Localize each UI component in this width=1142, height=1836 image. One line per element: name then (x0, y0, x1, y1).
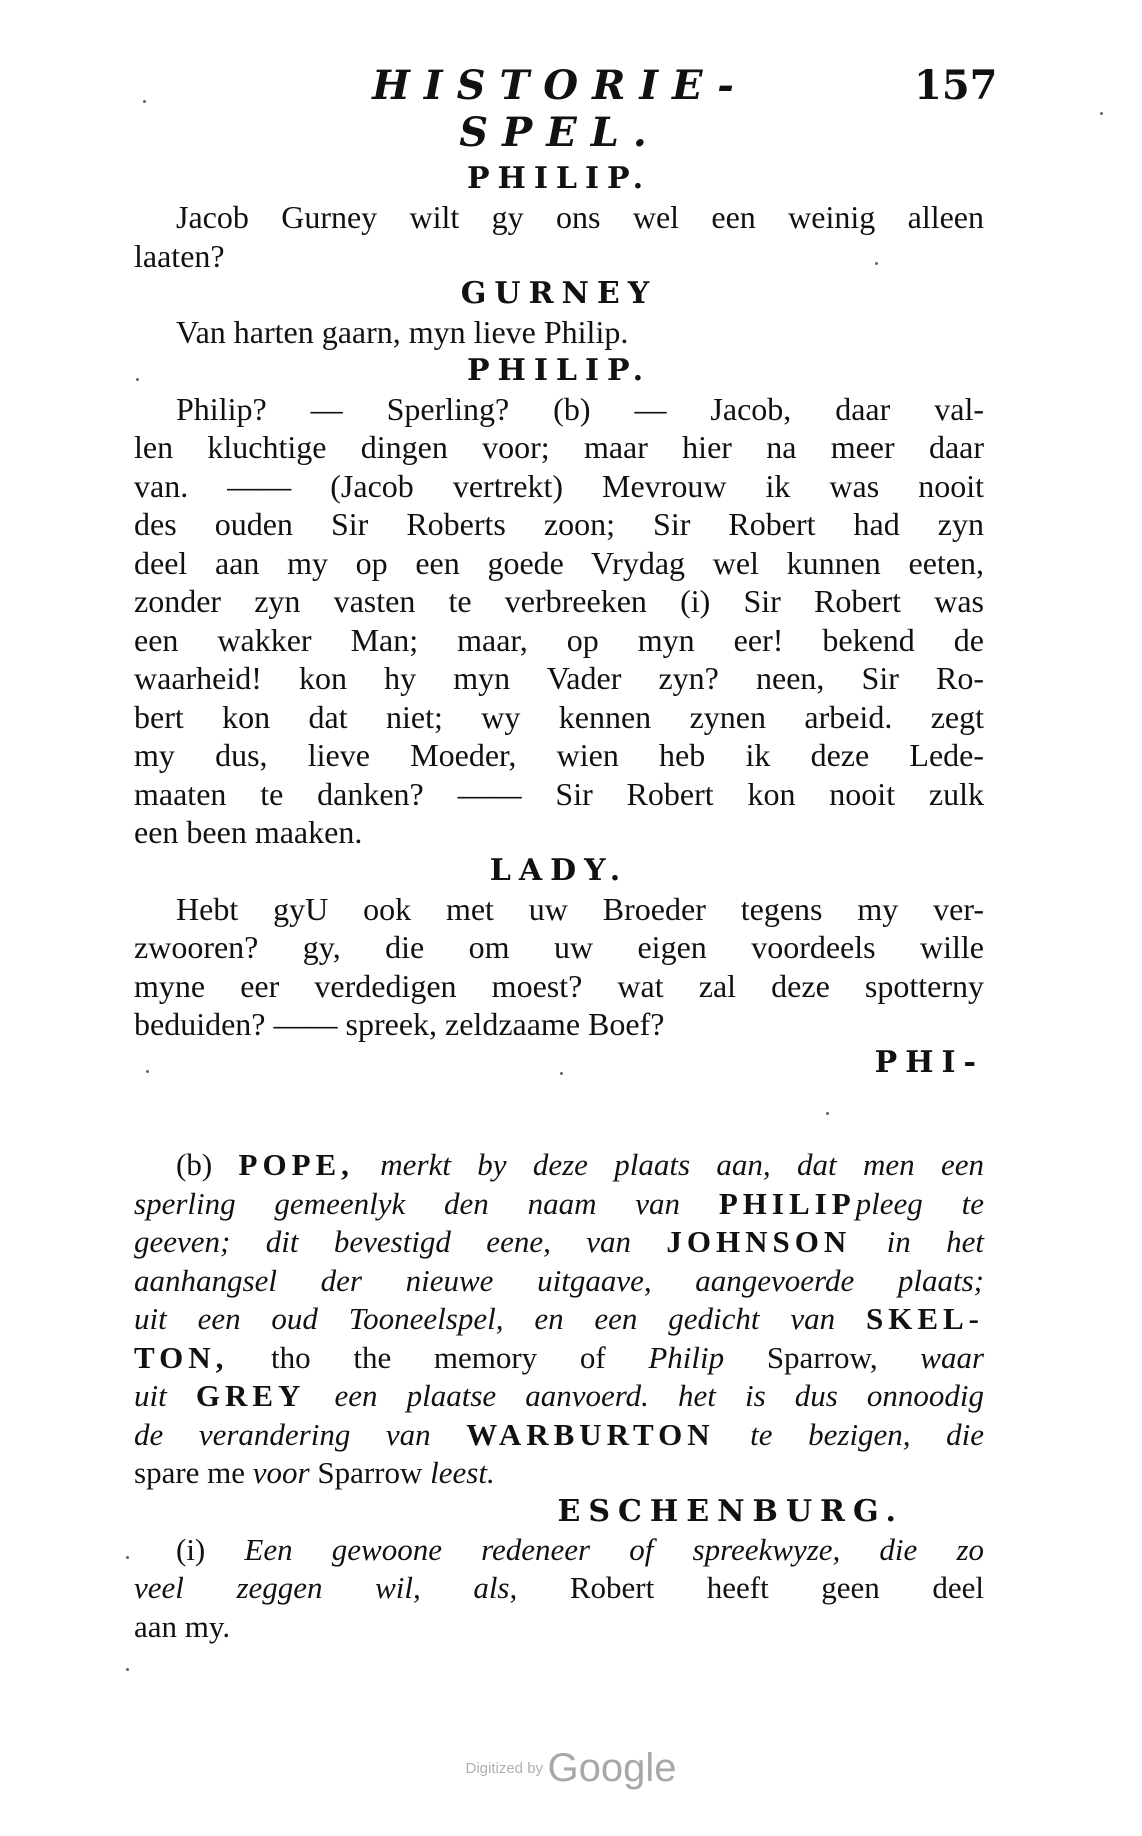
catchword: PHI- (874, 1044, 984, 1080)
footnote-marker-i: (i) (176, 1531, 206, 1567)
footnote-author: POPE, (238, 1147, 354, 1182)
text-line: Philip? — Sperling? (b) — Jacob, daar val- (176, 390, 984, 427)
speck (875, 262, 878, 265)
text-line: waarheid! kon hy myn Vader zyn? neen, Sir Ro- (134, 660, 984, 696)
text-line: myne eer verdedigen moest? wat zal deze spotterny (134, 967, 984, 1004)
footnote-text: aan my. (134, 1608, 231, 1644)
speck (560, 1072, 563, 1075)
speaker-philip: PHILIP. (466, 161, 652, 196)
footnote-text: waar (920, 1339, 985, 1375)
digitized-watermark (0, 1746, 1142, 1791)
footnote-text: Sparrow (317, 1455, 423, 1490)
footnote-name: PHILIP (718, 1185, 856, 1221)
footnote-name: TON, (134, 1339, 229, 1375)
footnote-name: WARBURTON (466, 1416, 715, 1452)
footnote-b-line (134, 1339, 984, 1378)
footnote-text: uit (134, 1378, 167, 1413)
footnote-b-line (134, 1300, 984, 1339)
speck (146, 1070, 149, 1073)
footnote-text: Een gewoone redeneer of spreekwyze, die zo (244, 1531, 985, 1567)
footnote-text: te bezigen, die (750, 1416, 985, 1452)
footnote-b-line (134, 1377, 984, 1416)
footnote-text: in het (886, 1224, 984, 1259)
speck (826, 1112, 829, 1115)
footnote-name: GREY (195, 1378, 306, 1413)
footnote-i-line (134, 1569, 984, 1608)
footnote-text: spare me (134, 1455, 246, 1490)
speck (143, 100, 146, 103)
footnote-text: voor (252, 1455, 310, 1490)
text-line: Van harten gaarn, myn lieve Philip. (176, 314, 629, 350)
running-title: HISTORIE-SPEL. (372, 62, 748, 156)
text-line: een wakker Man; maar, op myn eer! bekend de (134, 621, 984, 658)
footnote-text: pleeg te (855, 1185, 984, 1221)
footnote-text: Sparrow, (766, 1339, 878, 1375)
footnote-text: sperling gemeenlyk den naam van (134, 1185, 681, 1221)
text-line: van. —— (Jacob vertrekt) Mevrouw ik was nooit (134, 467, 984, 504)
text-line: len kluchtige dingen voor; maar hier na meer daar (134, 429, 984, 465)
footnote-b-line (134, 1262, 984, 1301)
speck (126, 1668, 129, 1671)
footnotes-block (134, 1146, 984, 1646)
text-line: Jacob Gurney wilt gy ons wel een weinig alleen (176, 199, 984, 235)
footnote-signature: ESCHENBURG. (557, 1493, 904, 1529)
footnote-b-line (134, 1146, 984, 1185)
footnote-text: uit een oud Tooneelspel, en een gedicht van (134, 1301, 836, 1336)
page-number: 157 (914, 62, 998, 109)
text-line: zonder zyn vasten te verbreeken (i) Sir Robert was (134, 583, 984, 619)
text-line: deel aan my op een goede Vrydag wel kunnen eeten, (134, 544, 984, 581)
footnote-i-line (134, 1531, 984, 1570)
speck (1100, 112, 1103, 115)
speaker-gurney: GURNEY (460, 276, 658, 311)
footnote-text: een plaatse aanvoerd. het is dus onnoodig (334, 1378, 985, 1413)
footnote-text: merkt by deze plaats aan, dat men een (380, 1147, 985, 1182)
footnote-text: tho the memory of (271, 1339, 606, 1375)
footnote-b-line (134, 1416, 984, 1455)
text-line: Hebt gyU ook met uw Broeder tegens my ver- (176, 890, 984, 927)
dialogue-block (134, 160, 984, 1082)
footnote-text: Philip (648, 1339, 725, 1375)
footnote-b-line (134, 1223, 984, 1262)
footnote-text: leest. (430, 1455, 495, 1490)
speck (126, 1556, 129, 1559)
google-logo: Google (547, 1746, 677, 1790)
footnote-text: de verandering van (134, 1416, 431, 1452)
watermark-prefix: Digitized by (465, 1760, 544, 1777)
footnote-text: Robert heeft geen deel (569, 1570, 984, 1605)
footnote-b-line (134, 1185, 984, 1224)
footnote-i-line (134, 1608, 984, 1647)
footnote-b-line (134, 1454, 984, 1493)
footnote-text: geeven; dit bevestigd eene, van (134, 1224, 631, 1259)
text-line: maaten te danken? —— Sir Robert kon nooit zulk (134, 775, 984, 812)
speaker-philip: PHILIP. (466, 352, 652, 388)
text-line: zwooren? gy, die om uw eigen voordeels wille (134, 929, 984, 965)
text-line: bert kon dat niet; wy kennen zynen arbeid. zegt (134, 698, 984, 735)
text-line: my dus, lieve Moeder, wien heb ik deze Lede- (134, 737, 984, 773)
footnote-text: aanhangsel der nieuwe uitgaave, aangevoerde plaats; (134, 1262, 984, 1298)
text-line: laaten? (134, 237, 225, 274)
text-line: een been maaken. (134, 814, 363, 850)
footnote-name: SKEL- (865, 1301, 984, 1336)
footnote-marker-b: (b) (176, 1147, 213, 1182)
speck (136, 378, 139, 381)
text-line: des ouden Sir Roberts zoon; Sir Robert had zyn (134, 506, 984, 542)
text-line: beduiden? —— spreek, zeldzaame Boef? (134, 1006, 665, 1042)
speaker-lady: LADY. (489, 852, 629, 888)
footnote-text: veel zeggen wil, als, (134, 1570, 518, 1605)
footnote-name: JOHNSON (666, 1224, 852, 1259)
